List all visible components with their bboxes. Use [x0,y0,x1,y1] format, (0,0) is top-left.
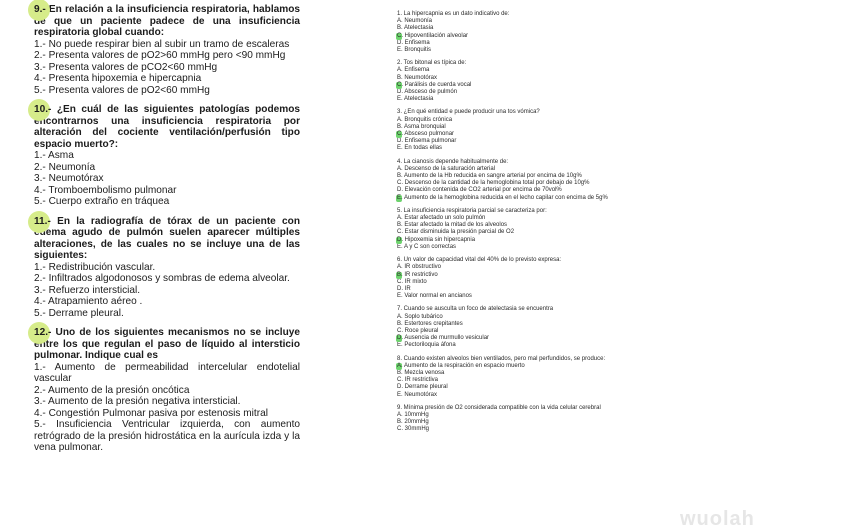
question-stem: 8. Cuando existen alveolos bien ventilados, pero mal perfundidos, se produce: [397,355,606,362]
answer-option: 1.- Redistribución vascular. [34,261,156,273]
answer-option: D. Derrame pleural [397,384,448,391]
correct-answer-option: C. Hipoventilación alveolar [397,33,697,40]
correct-answer-option: D. Hipoxemia sin hipercapnia [397,237,697,244]
answer-option: D. Enfisema pulmonar [397,138,457,145]
answer-option: A. Soplo tubárico [397,313,443,320]
question-stem [34,4,300,39]
answer-option: E. Bronquitis [397,47,432,54]
answer-option: 5.- Presenta valores de pO2<60 mmHg [34,84,210,96]
right-question-block [397,60,697,103]
answer-option: C. Descenso de la cantidad de la hemoglobina total por debajo de 10g% [397,180,590,187]
answer-option: B. Estar afectado la mitad de los alveolos [397,222,508,229]
question-stem: 3. ¿En qué entidad e puede producir una tos vómica? [397,109,540,116]
answer-option: E. En todas ellas [397,145,443,152]
correct-answer-option: E. Aumento de la hemoglobina reducida en el lecho capilar con encima de 5g% [397,195,697,202]
question-text: Uno de los siguientes mecanismos no se incluye entre los que regulan el paso de líquido al intersticio pulmonar. Indique cual es [34,327,300,361]
answer-option: E. Valor normal en ancianos [397,293,472,300]
answer-option: D. Enfisema [397,39,430,46]
question-stem: 1. La hipercapnia es un dato indicativo de: [397,11,510,17]
right-question-block [397,208,697,251]
question-text: En la radiografía de tórax de un paciente con edema agudo de pulmón suelen aparecer múltiples alteraciones, de las cuales no se incluye una de las siguientes: [34,215,300,261]
answer-option: C. Estar disminuida la presión parcial de O2 [397,229,515,236]
question-number: 11.- [34,215,51,227]
answer-option: C. IR mixto [397,278,427,285]
answer-option: 3.- Neumotórax [34,173,104,184]
right-question-block [397,356,697,399]
correct-answer-option: C. Absceso pulmonar [397,131,697,138]
question-text: En relación a la insuficiencia respiratoria, hablamos de que un paciente padece de una insuficiencia respiratoria global cuando: [34,4,300,38]
question-stem [34,104,300,150]
answer-option: A. Neumonía [397,18,433,25]
question-stem: 7. Cuando se ausculta un foco de atelectasia se encuentra [397,306,554,313]
answer-option: 2.- Neumonía [34,161,96,173]
question-stem: 2. Tos bitonal es típica de: [397,60,467,67]
answer-option: A. Descenso de la saturación arterial [397,165,496,172]
answer-option: 3.- Refuerzo intersticial. [34,284,141,296]
left-question-block [34,327,300,454]
correct-answer-option: A. Aumento de la respiración en espacio muerto [397,363,697,370]
answer-option: E. Neumotórax [397,391,438,398]
answer-option: 2.- Aumento de la presión oncótica [34,384,190,396]
left-question-block [34,216,300,320]
answer-option: 1.- Aumento de permeabilidad intercelular endotelial vascular [34,361,300,384]
question-stem: 6. Un valor de capacidad vital del 40% de lo previsto expresa: [397,257,562,264]
answer-option: 2.- Infiltrados algodonosos y sombras de edema alveolar. [34,273,290,284]
correct-answer-option: D. Ausencia de murmullo vesicular [397,335,697,342]
answer-option: B. Estertores crepitantes [397,320,463,327]
answer-option: 5.- Insuficiencia Ventricular izquierda, con aumento retrógrado de la presión hidrostática en la aurícula izda y la vena pulmonar. [34,419,300,453]
answer-option: 2.- Presenta valores de pO2>60 mmHg pero <90 mmHg [34,50,286,61]
left-column [34,4,300,462]
watermark: wuolah [680,508,755,530]
answer-option: B. Neumotórax [397,74,438,81]
question-stem: 9. Mínima presión de O2 considerada compatible con la vida celular cerebral [397,404,601,411]
answer-option: A. Bronquitis crónica [397,116,453,123]
answer-option: D. Elevación contenida de CO2 arterial por encima de 70vol% [397,187,562,194]
answer-option: 3.- Presenta valores de pCO2<60 mmHg [34,61,218,73]
question-stem [34,327,300,362]
answer-option: E. Pectoriloquia áfona [397,342,456,349]
answer-option: 4.- Tromboembolismo pulmonar [34,184,177,196]
right-column [397,11,697,440]
right-question-block [397,306,697,349]
question-stem: 5. La insuficiencia respiratoria parcial se caracteriza por: [397,207,547,214]
answer-option: 1.- Asma [34,150,74,161]
correct-answer-option: B. IR restrictivo [397,272,697,279]
answer-option: 5.- Derrame pleural. [34,307,124,319]
answer-option: B. Mezcla venosa [397,369,445,376]
answer-option: D. Absceso de pulmón [397,89,458,96]
question-text: ¿En cuál de las siguientes patologías podemos encontrarnos una insuficiencia respiratoria por alteración del cociente ventilación/perfusión tipo espacio muerto?: [34,104,300,150]
answer-option: C. Roce pleural [397,327,439,334]
correct-answer-option: C. Parálisis de cuerda vocal [397,82,697,89]
answer-option: B. Asma bronquial [397,123,446,130]
left-question-block [34,4,300,96]
answer-option: B. Aumento de la Hb reducida en sangre arterial por encima de 10g% [397,173,582,180]
answer-option: A. IR obstructivo [397,264,442,271]
answer-option: 1.- No puede respirar bien al subir un tramo de escaleras [34,38,290,50]
left-question-block [34,104,300,208]
right-question-block [397,405,697,434]
answer-option: 4.- Congestión Pulmonar pasiva por estenosis mitral [34,407,268,419]
answer-option: C. 30mmHg [397,426,430,433]
question-number: 12.- [34,327,52,338]
right-question-block [397,159,697,202]
question-stem: 4. La cianosis depende habitualmente de: [397,158,509,165]
answer-option: C. IR restrictiva [397,377,439,384]
answer-option: 5.- Cuerpo extraño en tráquea [34,196,170,207]
answer-option: A. Enfisema [397,67,430,74]
question-stem [34,216,300,262]
answer-option: A. 10mmHg [397,411,429,418]
right-question-block [397,109,697,152]
answer-option: B. 20mmHg [397,419,429,426]
right-question-block [397,11,697,54]
answer-option: E. A y C son correctas [397,243,457,250]
answer-option: E. Atelectasia [397,96,434,103]
answer-option: 3.- Aumento de la presión negativa intersticial. [34,396,241,407]
question-number: 9.- [34,4,46,15]
answer-option: A. Estar afectado un solo pulmón [397,215,486,222]
right-question-block [397,257,697,300]
question-number: 10.- [34,104,52,115]
answer-option: 4.- Presenta hipoxemia e hipercapnia [34,73,202,84]
answer-option: B. Atelectasia [397,25,434,32]
answer-option: 4.- Atrapamiento aéreo . [34,296,143,307]
answer-option: D. IR [397,285,411,292]
